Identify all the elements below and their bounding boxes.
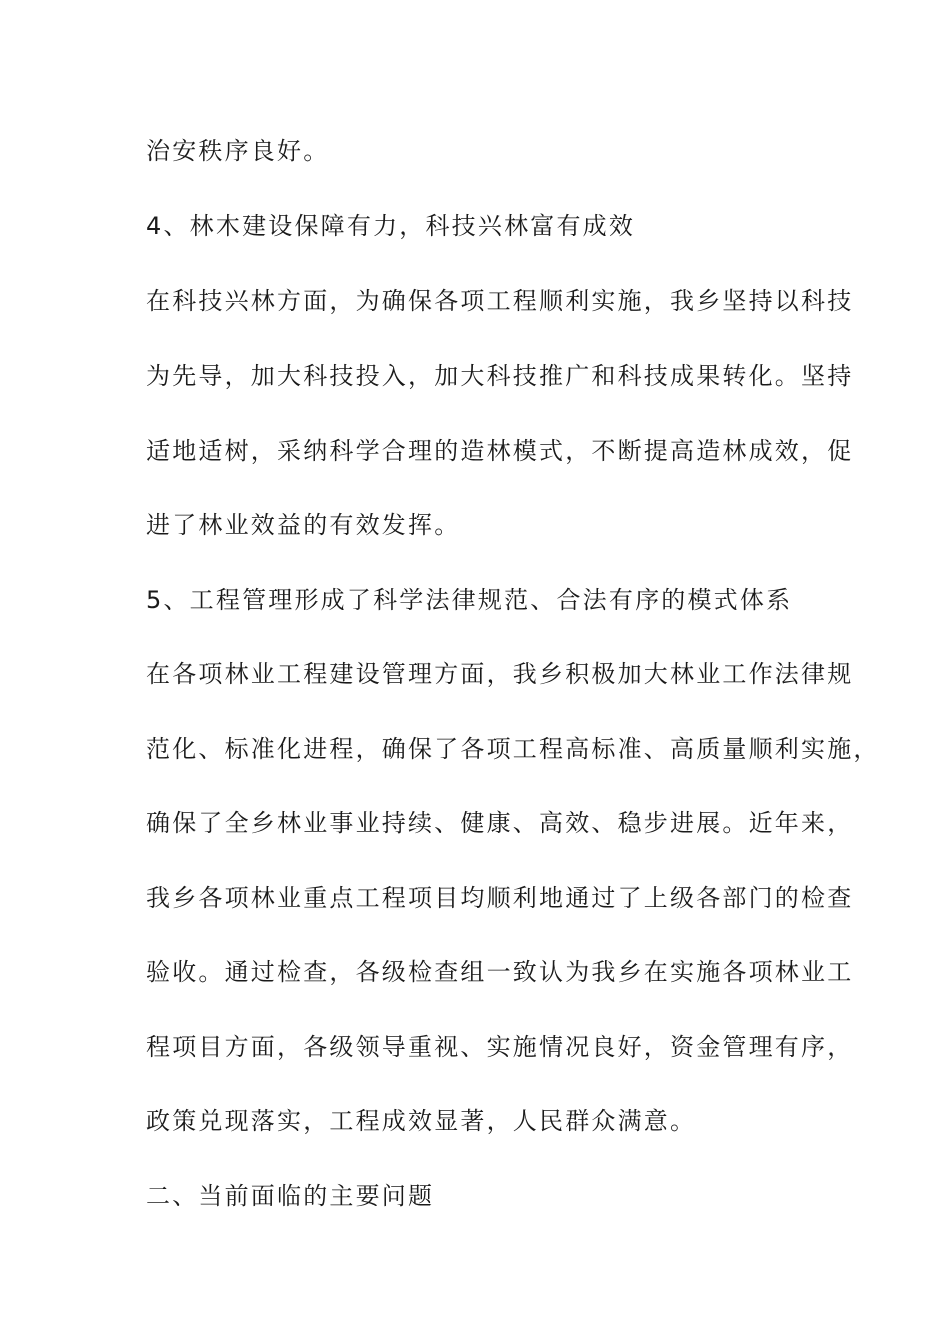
paragraph-line: 政策兑现落实，工程成效显著，人民群众满意。 <box>146 1107 697 1135</box>
section-heading-2: 二、当前面临的主要问题 <box>146 1182 435 1210</box>
paragraph-line: 验收。通过检查，各级检查组一致认为我乡在实施各项林业工 <box>146 958 854 986</box>
paragraph-line: 进了林业效益的有效发挥。 <box>146 511 461 539</box>
paragraph-line: 我乡各项林业重点工程项目均顺利地通过了上级各部门的检查 <box>146 884 854 912</box>
section-heading-4: 4、林木建设保障有力，科技兴林富有成效 <box>146 212 636 240</box>
paragraph-line: 治安秩序良好。 <box>146 137 330 165</box>
paragraph-line: 适地适树，采纳科学合理的造林模式，不断提高造林成效，促 <box>146 437 854 465</box>
paragraph-line: 在科技兴林方面，为确保各项工程顺利实施，我乡坚持以科技 <box>146 287 854 315</box>
section-heading-5: 5、工程管理形成了科学法律规范、合法有序的模式体系 <box>146 586 793 614</box>
paragraph-line: 在各项林业工程建设管理方面，我乡积极加大林业工作法律规 <box>146 660 854 688</box>
paragraph-line: 程项目方面，各级领导重视、实施情况良好，资金管理有序， <box>146 1033 854 1061</box>
paragraph-line: 范化、标准化进程，确保了各项工程高标准、高质量顺利实施， <box>146 735 880 763</box>
paragraph-line: 为先导，加大科技投入，加大科技推广和科技成果转化。坚持 <box>146 362 854 390</box>
paragraph-line: 确保了全乡林业事业持续、健康、高效、稳步进展。近年来， <box>146 809 854 837</box>
